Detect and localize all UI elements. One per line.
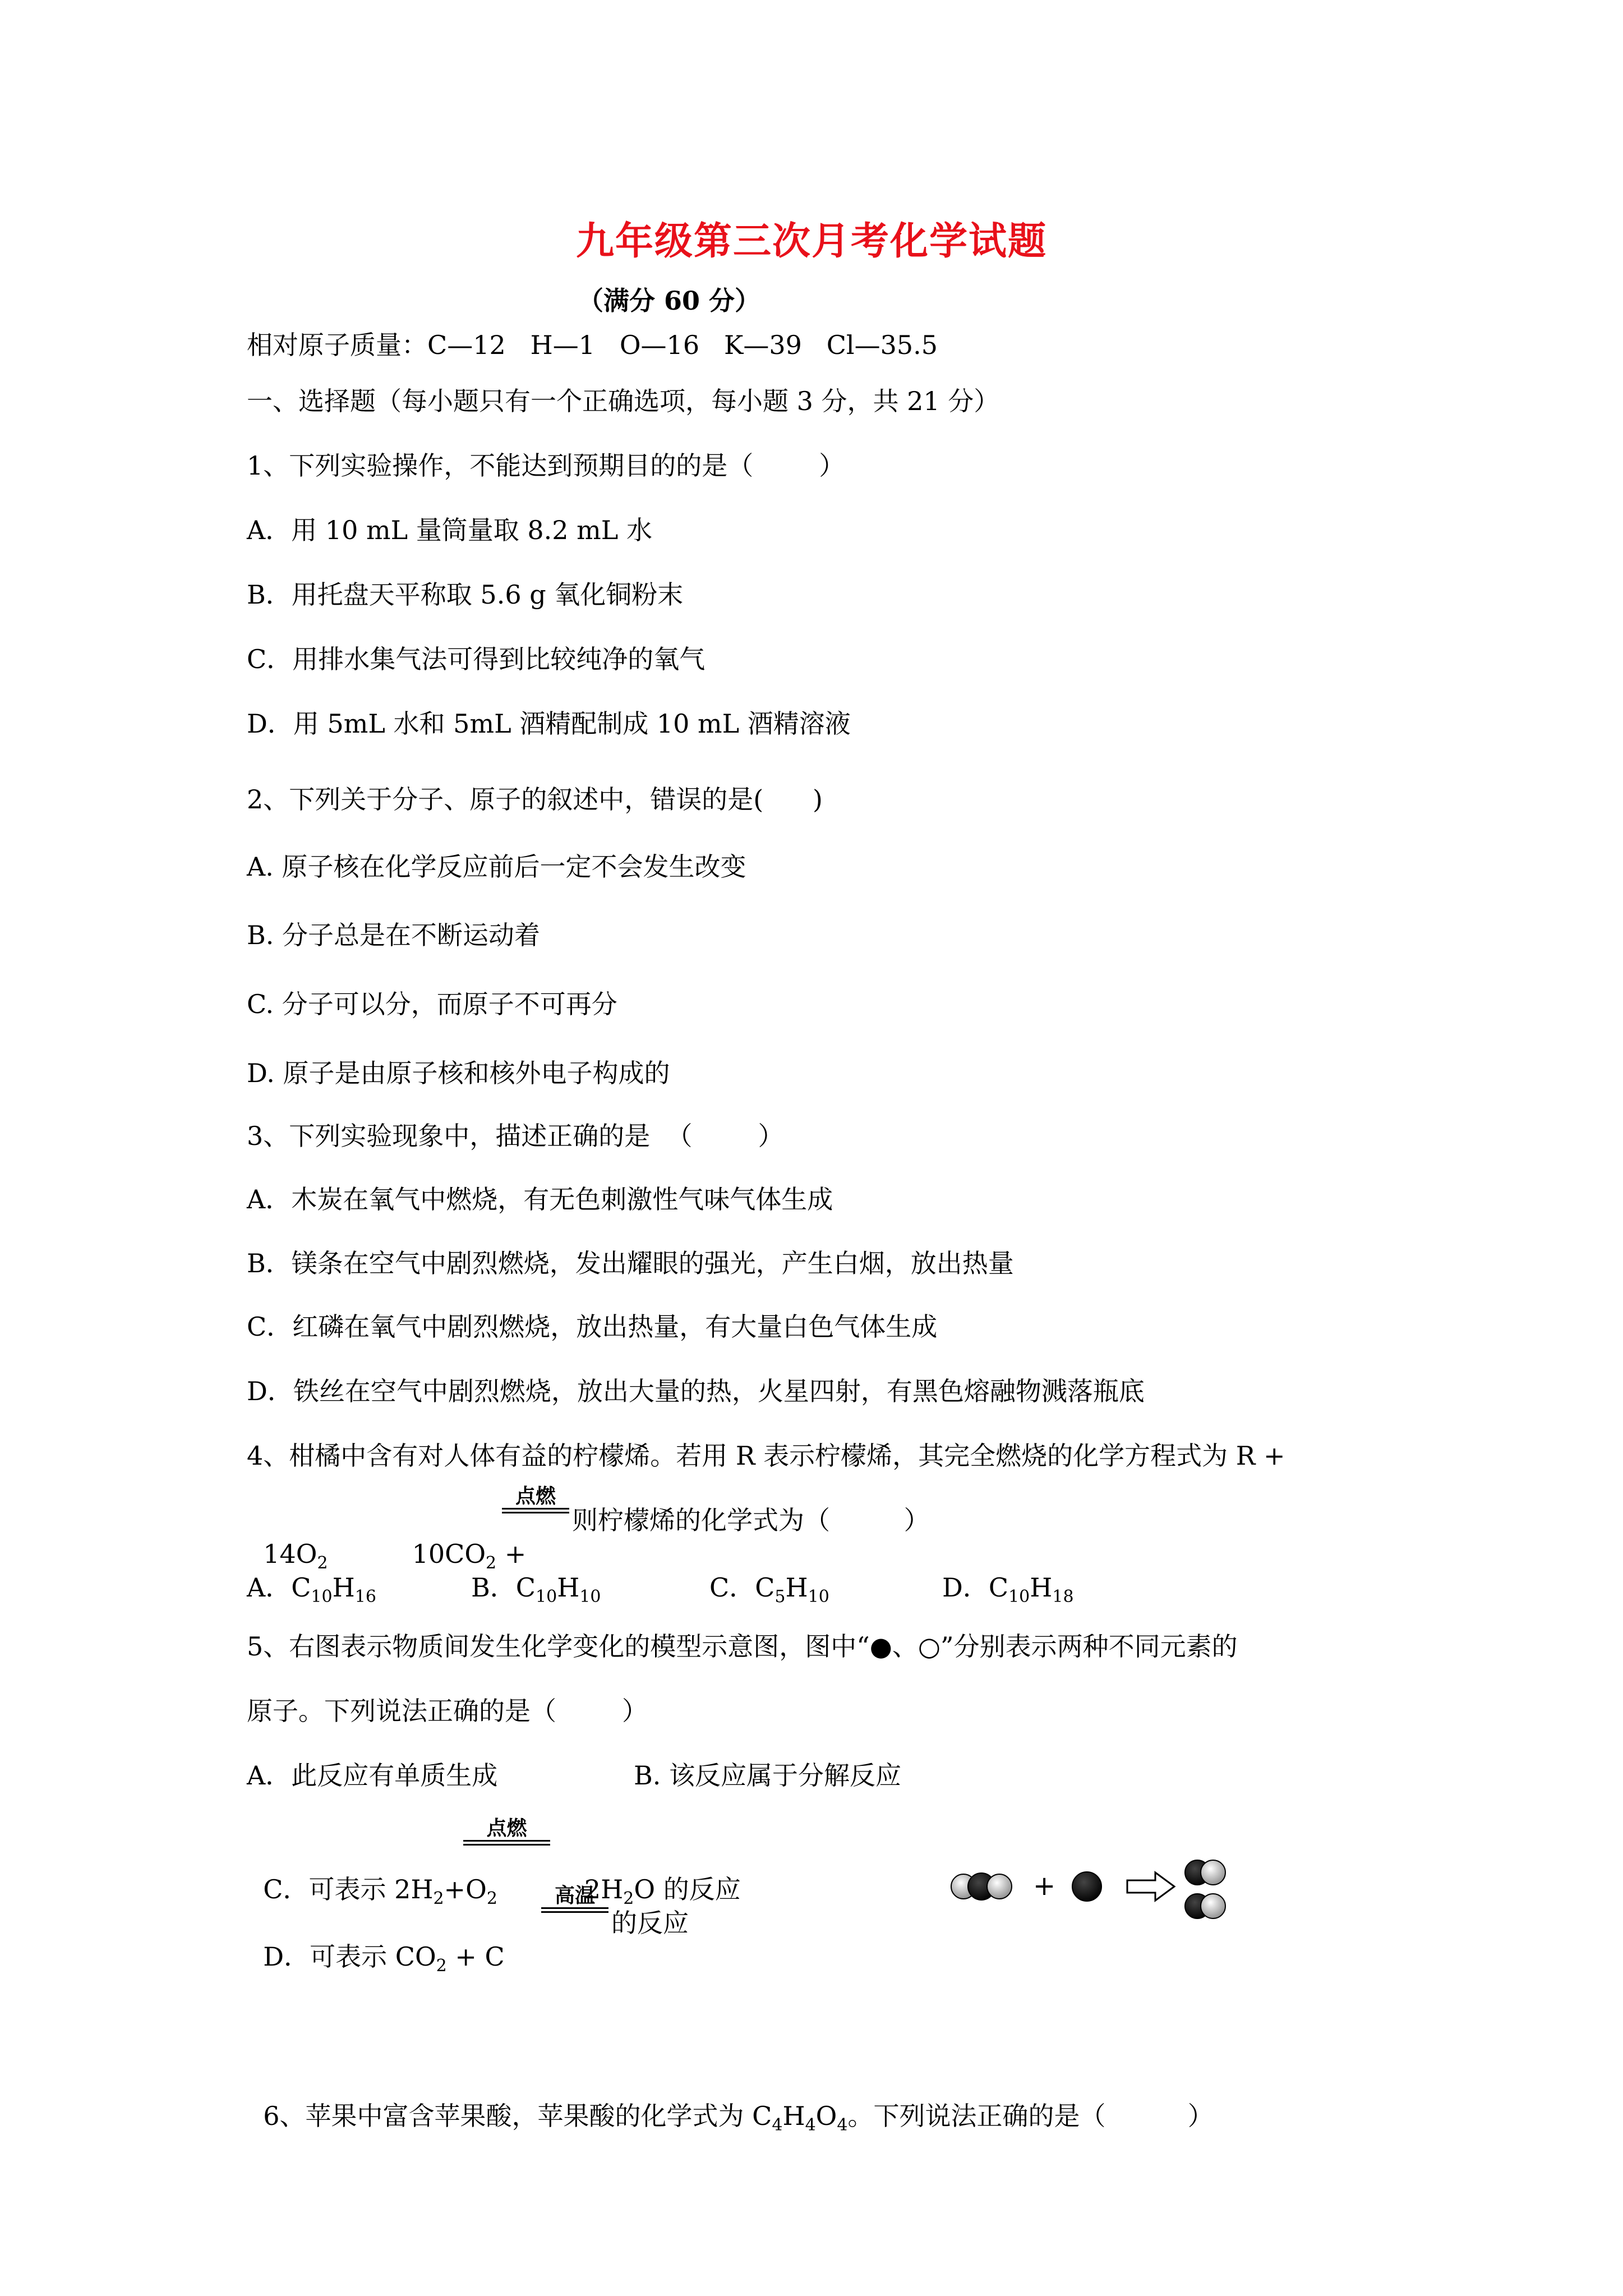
q4-option-c: C．$C_5H_{10}$ [709, 1572, 829, 1607]
plus-sign: + [1033, 1870, 1056, 1902]
q4-option-b: B．$C_{10}H_{10}$ [471, 1572, 601, 1607]
subtitle: （满分 60 分） [578, 286, 761, 316]
q5-option-c: C．可表示 $2H_2+O_2$ $2H_2O$ 的反应 [263, 1874, 741, 1908]
reactant-atom-2 [1072, 1872, 1101, 1901]
q1-option-b: B．用托盘天平称取 5.6 g 氧化铜粉末 [247, 579, 684, 610]
q4-stem: 4、柑橘中含有对人体有益的柠檬烯。若用 R 表示柠檬烯，其完全燃烧的化学方程式为 R + [247, 1441, 1285, 1471]
q1-option-a: A．用 10 mL 量筒量取 8.2 mL 水 [247, 515, 652, 545]
product-molecule-2 [1185, 1894, 1225, 1918]
q4-tail: 则柠檬烯的化学式为（ ） [572, 1505, 930, 1535]
q2-option-d: D. 原子是由原子核和核外电子构成的 [247, 1058, 670, 1088]
page-title: 九年级第三次月考化学试题 [575, 219, 1047, 264]
q2-stem: 2、下列关于分子、原子的叙述中，错误的是( ) [247, 784, 823, 815]
section-heading: 一、选择题（每小题只有一个正确选项，每小题 3 分，共 21 分） [247, 386, 1000, 416]
q3-option-b: B．镁条在空气中剧烈燃烧，发出耀眼的强光，产生白烟，放出热量 [247, 1248, 1014, 1278]
reaction-model-diagram [948, 1846, 1251, 1930]
q4-option-d: D．$C_{10}H_{18}$ [942, 1572, 1074, 1607]
q5-c-condition: 点燃 [463, 1818, 550, 1846]
q1-option-c: C．用排水集气法可得到比较纯净的氧气 [247, 644, 706, 674]
q2-option-c: C. 分子可以分，而原子不可再分 [247, 989, 617, 1019]
q5-stem-line1: 5、右图表示物质间发生化学变化的模型示意图，图中“●、○”分别表示两种不同元素的 [247, 1631, 1238, 1662]
atomic-masses: 相对原子质量：C—12 H—1 O—16 K—39 Cl—35.5 [247, 330, 938, 360]
q5-option-d: D．可表示 $CO_2 + C$ [263, 1941, 505, 1976]
q2-option-a: A. 原子核在化学反应前后一定不会发生改变 [247, 852, 746, 882]
q5-d-condition: 高温 [541, 1885, 608, 1913]
q5-option-b: B. 该反应属于分解反应 [634, 1760, 902, 1791]
q6-stem: 6、苹果中富含苹果酸，苹果酸的化学式为 $C_4H_4O_4$。下列说法正确的是（ ） [263, 2101, 1214, 2135]
q3-option-c: C．红磷在氧气中剧烈燃烧，放出热量，有大量白色气体生成 [247, 1312, 938, 1342]
q4-option-a: A．$C_{10}H_{16}$ [247, 1572, 376, 1607]
q4-equation: $14O_2$ $10CO_2$ + [263, 1539, 534, 1573]
q1-stem: 1、下列实验操作，不能达到预期目的的是（ ） [247, 450, 845, 481]
q3-stem: 3、下列实验现象中，描述正确的是 （ ） [247, 1121, 784, 1151]
reactant-molecule-1 [951, 1873, 1012, 1900]
reaction-arrow [1127, 1872, 1174, 1901]
q3-option-a: A．木炭在氧气中燃烧，有无色刺激性气味气体生成 [247, 1184, 833, 1214]
q5-option-a: A．此反应有单质生成 [247, 1760, 498, 1791]
q5-d-tail: 的反应 [611, 1908, 689, 1938]
q5-stem-line2: 原子。下列说法正确的是（ ） [247, 1696, 648, 1726]
q4-condition: 点燃 [502, 1485, 569, 1513]
q1-option-d: D．用 5mL 水和 5mL 酒精配制成 10 mL 酒精溶液 [247, 708, 851, 739]
q3-option-d: D．铁丝在空气中剧烈燃烧，放出大量的热，火星四射，有黑色熔融物溅落瓶底 [247, 1376, 1145, 1406]
product-molecule-1 [1185, 1860, 1225, 1885]
q2-option-b: B. 分子总是在不断运动着 [247, 920, 541, 950]
